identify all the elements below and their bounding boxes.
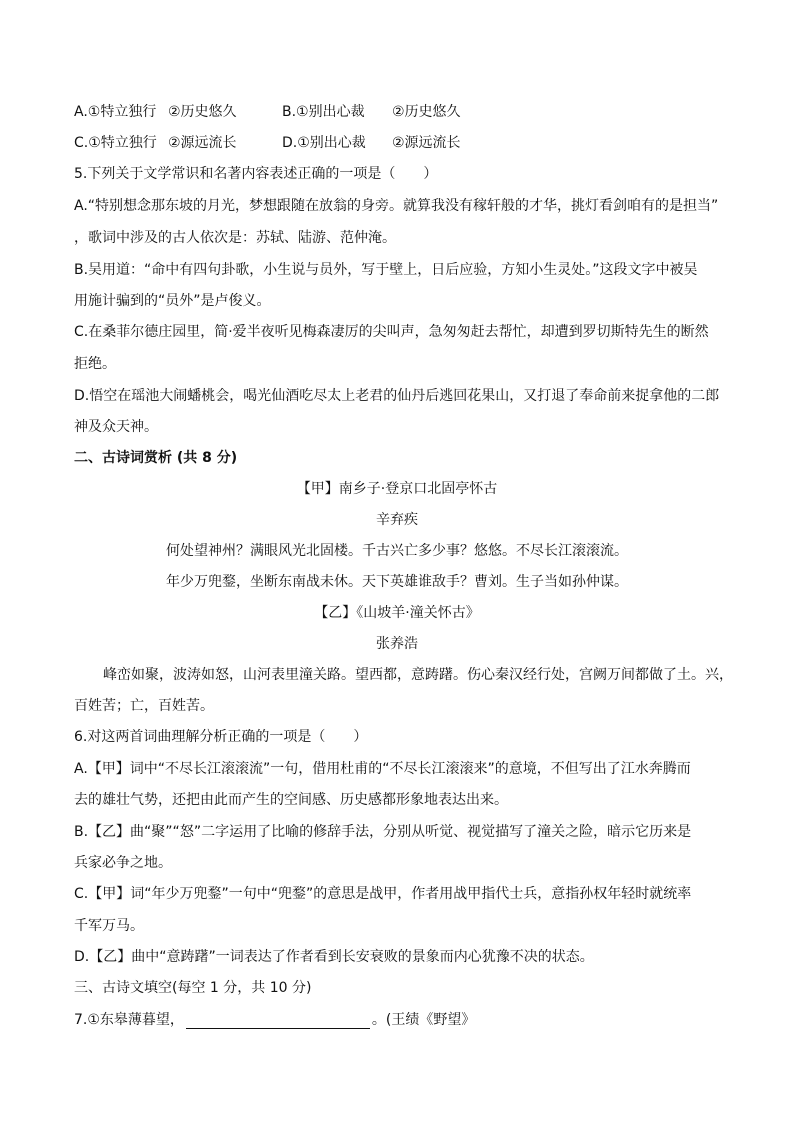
q7-suffix: 。(王绩《野望》 <box>371 1012 476 1028</box>
q4-options-row1 <box>74 103 461 121</box>
poem-jia-line1: 何处望神州？满眼风光北固楼。千古兴亡多少事？悠悠。不尽长江滚滚流。 <box>166 543 628 559</box>
q6-option-c-line1: C.【甲】词“年少万兜鍪”一句中“兜鍪”的意思是战甲，作者用战甲指代士兵，意指孙权年轻时就统率 <box>74 886 692 902</box>
q5-option-d-line2: 神及众天神。 <box>74 419 158 435</box>
q7-prefix: 7.①东皋薄暮望， <box>74 1012 184 1028</box>
poem-yi-title: 【乙】《山坡羊·潼关怀古》 <box>314 605 480 621</box>
q4-option-d-2: ②源远流长 <box>392 135 461 151</box>
q5-option-c-line2: 拒绝。 <box>74 356 116 372</box>
poem-jia-line2: 年少万兜鍪，坐断东南战未休。天下英雄谁敌手？曹刘。生子当如孙仲谋。 <box>166 574 628 590</box>
q4-option-b: B.①别出心裁 <box>282 104 365 120</box>
q5-option-d-line1: D.悟空在瑶池大闹蟠桃会，喝光仙酒吃尽太上老君的仙丹后逃回花果山，又打退了奉命前来捉拿他的二郎 <box>74 388 720 404</box>
q4-option-a-2: ②历史悠久 <box>168 104 237 120</box>
q5-option-b-line1: B.吴用道：“命中有四句卦歌，小生说与员外，写于壁上，日后应验，方知小生灵处。”这段文字中被吴 <box>74 262 698 278</box>
poem-jia-title: 【甲】南乡子·登京口北固亭怀古 <box>296 481 498 497</box>
q6-option-a-line2: 去的雄壮气势，还把由此而产生的空间感、历史感都形象地表达出来。 <box>74 792 508 808</box>
q6-option-b-line1: B.【乙】曲“聚”“怒”二字运用了比喻的修辞手法，分别从听觉、视觉描写了潼关之险，暗示它历来是 <box>74 824 692 840</box>
poem-yi-line1: 峰峦如聚，波涛如怒，山河表里潼关路。望西都，意踌躇。伤心秦汉经行处，宫阙万间都做了土。兴， <box>103 667 733 683</box>
q5-option-b-line2: 用施计骗到的“员外”是卢俊义。 <box>74 293 271 309</box>
poem-jia-author: 辛弃疾 <box>376 512 418 528</box>
q4-option-a: A.①特立独行 <box>74 104 157 120</box>
q7-line <box>74 1011 475 1029</box>
q6-option-c-line2: 千军万马。 <box>74 918 144 934</box>
q5-stem: 5.下列关于文学常识和名著内容表述正确的一项是（ ） <box>74 166 438 182</box>
q6-option-a-line1: A.【甲】词中“不尽长江滚滚流”一句，借用杜甫的“不尽长江滚滚来”的意境，不但写出了江水奔腾而 <box>74 761 691 777</box>
section2-heading: 二、古诗词赏析 (共 8 分) <box>74 450 238 466</box>
q5-option-c-line1: C.在桑菲尔德庄园里，简·爱半夜听见梅森凄厉的尖叫声，急匆匆赶去帮忙，却遭到罗切斯特先生的断然 <box>74 324 709 340</box>
q6-option-b-line2: 兵家必争之地。 <box>74 855 172 871</box>
poem-yi-line2: 百姓苦；亡，百姓苦。 <box>74 698 214 714</box>
q5-option-a-line1: A.“特别想念那东坡的月光，梦想跟随在放翁的身旁。就算我没有稼轩般的才华，挑灯看剑咱有的是担当” <box>74 198 719 214</box>
q5-option-a-line2: ，歌词中涉及的古人依次是：苏轼、陆游、范仲淹。 <box>74 230 396 246</box>
q4-option-d: D.①别出心裁 <box>282 135 366 151</box>
q6-stem: 6.对这两首词曲理解分析正确的一项是（ ） <box>74 729 368 745</box>
q4-options-row2 <box>74 134 461 152</box>
section3-heading: 三、古诗文填空(每空 1 分，共 10 分) <box>74 980 312 996</box>
q4-option-b-2: ②历史悠久 <box>392 104 461 120</box>
q4-option-c-2: ②源远流长 <box>168 135 237 151</box>
q4-option-c: C.①特立独行 <box>74 135 157 151</box>
q7-answer-blank[interactable] <box>186 1012 370 1029</box>
poem-yi-author: 张养浩 <box>376 636 418 652</box>
q6-option-d: D.【乙】曲中“意踌躇”一词表达了作者看到长安衰败的景象而内心犹豫不决的状态。 <box>74 949 594 965</box>
